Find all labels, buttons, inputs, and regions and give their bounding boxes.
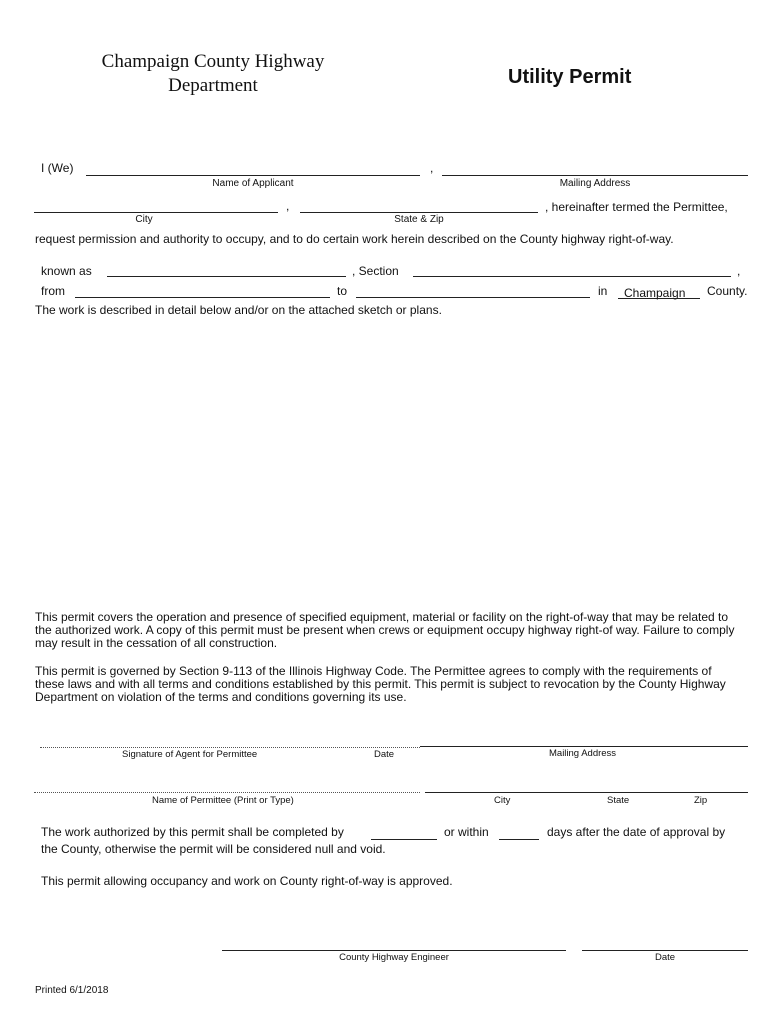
- permittee-city-label: City: [494, 795, 511, 806]
- completion-text-b: or within: [444, 825, 489, 839]
- city-state-comma: ,: [286, 199, 290, 213]
- coverage-paragraph: This permit covers the operation and presence of specified equipment, material or facility on the right-of-way that may be related to the authorized work. A copy of this permit must be present when crews or equipment occupy highway right-of way. Failure to comply may result in the cessation of all construction.: [35, 610, 735, 650]
- name-of-applicant-label: Name of Applicant: [212, 178, 294, 189]
- form-title: Utility Permit: [508, 66, 632, 88]
- hereinafter-text: , hereinafter termed the Permittee,: [545, 200, 728, 214]
- to-field[interactable]: [356, 297, 590, 298]
- completion-days-field[interactable]: [499, 839, 539, 840]
- county-field[interactable]: [618, 298, 700, 299]
- completion-text-line2: the County, otherwise the permit will be considered null and void.: [41, 842, 386, 856]
- applicant-state-zip-field[interactable]: [300, 212, 538, 213]
- section-trailing-comma: ,: [737, 264, 741, 278]
- state-zip-label: State & Zip: [394, 214, 444, 225]
- city-label: City: [135, 214, 153, 225]
- permittee-mailing-address-label: Mailing Address: [549, 748, 617, 759]
- work-description-area[interactable]: [35, 322, 735, 602]
- completion-text-a: The work authorized by this permit shall be completed by: [41, 825, 344, 839]
- engineer-date-field[interactable]: [582, 950, 748, 951]
- permittee-name-label: Name of Permittee (Print or Type): [152, 795, 294, 806]
- governed-paragraph: This permit is governed by Section 9-113 of the Illinois Highway Code. The Permittee agrees to comply with the requirements of these laws and with all terms and conditions established by this permit. This permit is subject to revocation by the County Highway Department on violation of the terms and conditions governing its use.: [35, 664, 726, 704]
- permittee-state-label: State: [607, 795, 630, 806]
- known-as-field[interactable]: [107, 276, 346, 277]
- section-label: , Section: [352, 264, 399, 278]
- from-field[interactable]: [75, 297, 330, 298]
- engineer-signature-field[interactable]: [222, 950, 566, 951]
- work-description-text: The work is described in detail below and/or on the attached sketch or plans.: [35, 303, 442, 317]
- permittee-name-field[interactable]: [34, 792, 420, 793]
- applicant-name-field[interactable]: [86, 175, 420, 176]
- engineer-date-label: Date: [654, 952, 676, 963]
- completion-text-c: days after the date of approval by: [547, 825, 726, 839]
- signature-date-label: Date: [374, 749, 395, 760]
- county-suffix: County.: [707, 284, 748, 298]
- permittee-zip-label: Zip: [694, 795, 708, 806]
- known-as-label: known as: [41, 264, 92, 278]
- applicant-intro-label: I (We): [41, 161, 74, 175]
- to-label: to: [337, 284, 348, 298]
- completion-date-field[interactable]: [371, 839, 437, 840]
- department-name-line1: Champaign County Highway: [101, 51, 325, 72]
- department-name-line2: Department: [168, 75, 258, 96]
- applicant-comma: ,: [430, 161, 434, 175]
- signature-label: Signature of Agent for Permittee: [122, 749, 258, 760]
- printed-date: Printed 6/1/2018: [35, 985, 109, 996]
- from-label: from: [41, 284, 65, 298]
- permittee-mailing-address-field[interactable]: [420, 746, 748, 747]
- in-label: in: [598, 284, 608, 298]
- request-permission-text: request permission and authority to occupy, and to do certain work herein described on the County highway right-of-way.: [35, 232, 674, 246]
- engineer-label: County Highway Engineer: [339, 952, 449, 963]
- mailing-address-label: Mailing Address: [559, 178, 631, 189]
- applicant-city-field[interactable]: [34, 212, 278, 213]
- signature-field[interactable]: [40, 747, 420, 748]
- permittee-city-state-zip-field[interactable]: [425, 792, 748, 793]
- county-value: Champaign: [624, 286, 686, 300]
- approval-text: This permit allowing occupancy and work on County right-of-way is approved.: [41, 874, 453, 888]
- department-name: [70, 50, 356, 98]
- section-field[interactable]: [413, 276, 731, 277]
- applicant-mailing-address-field[interactable]: [442, 175, 748, 176]
